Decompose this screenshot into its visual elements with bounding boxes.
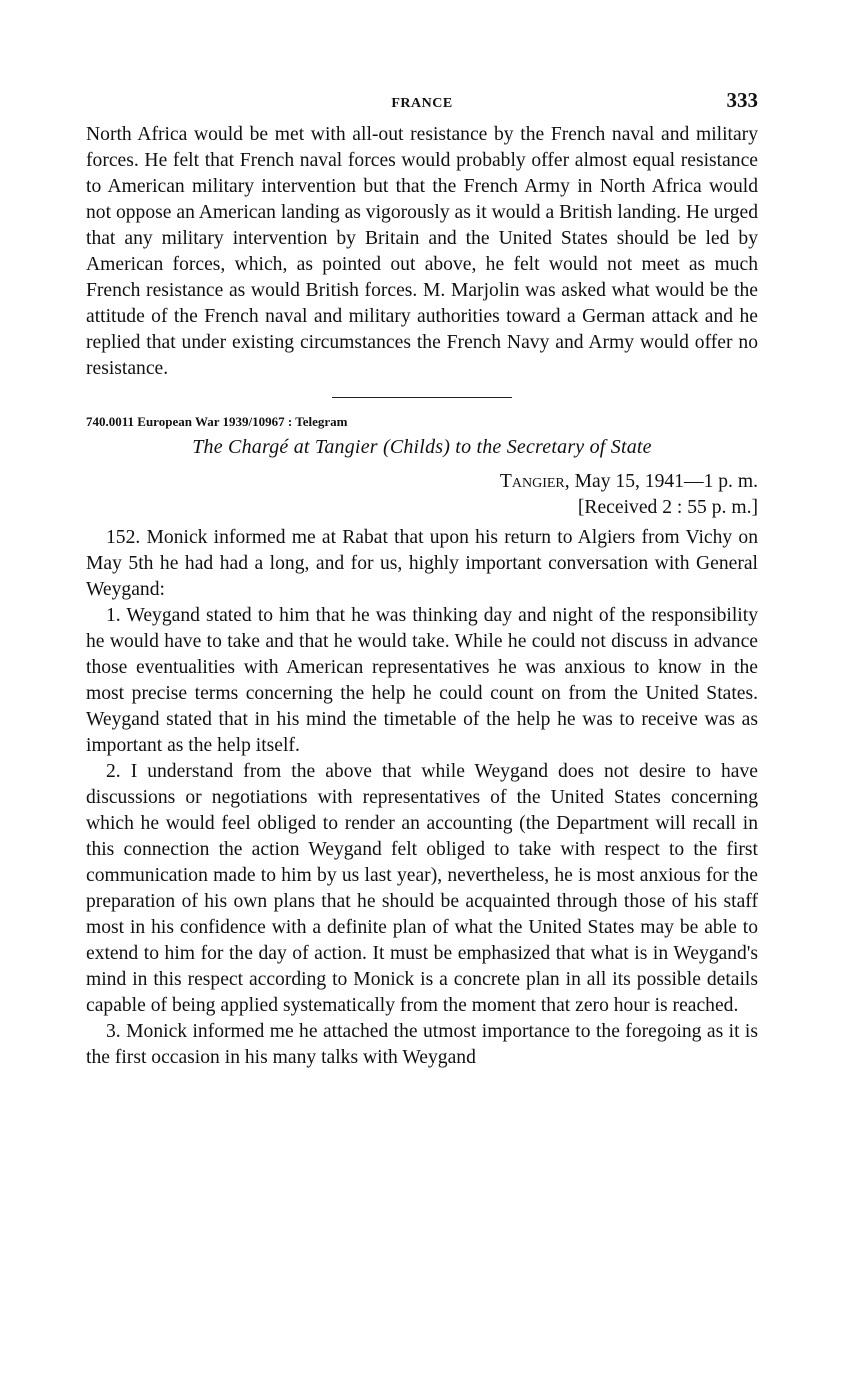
- section-divider: [332, 397, 512, 398]
- received-time: [Received 2 : 55 p. m.]: [577, 497, 758, 518]
- paragraph-2: 2. I understand from the above that while Weygand does not desire to have discussions or negotiations with representatives of the United States concerning which he would feel obliged to render an accounting (the Department will recall in this connection the action Weygand felt obliged to take with respect to the first communication made to him by us last year), nevertheless, he is most anxious for the preparation of his own plans that he should be acquainted through those of his staff most in his confidence with a definite plan of what the United States may be able to extend to him for the day of action. It must be emphasized that what is in Weygand's mind in this respect according to Monick is a concrete plan in all its possible details capable of being applied systematically from the moment that zero hour is reached.: [86, 761, 758, 1016]
- page-number: 333: [726, 88, 758, 112]
- document-heading: The Chargé at Tangier (Childs) to the Secretary of State: [192, 436, 652, 458]
- running-title: FRANCE: [391, 96, 453, 111]
- document-page: [86, 86, 758, 1071]
- dateline: [86, 469, 758, 495]
- running-head: [86, 86, 758, 122]
- paragraph-152: 152. Monick informed me at Rabat that upon his return to Algiers from Vichy on May 5th he had had a long, and for us, highly important conversation with General Weygand:: [86, 527, 758, 600]
- dateline-place: Tangier: [499, 471, 565, 492]
- continuation-paragraph: North Africa would be met with all-out resistance by the French naval and military forces. He felt that French naval forces would probably offer almost equal resistance to American military intervention but that the French Army in North Africa would not oppose an American landing as vigorously as it would a British landing. He urged that any military intervention by Britain and the United States should be led by American forces, which, as pointed out above, he felt would not meet as much French resistance as would British forces. M. Marjolin was asked what would be the attitude of the French naval and military authorities toward a German attack and he replied that under existing circumstances the French Navy and Army would offer no resistance.: [86, 124, 758, 379]
- dateline-time: , May 15, 1941—1 p. m.: [564, 471, 758, 492]
- paragraph-1: 1. Weygand stated to him that he was thinking day and night of the responsibility he would have to take and that he would take. While he could not discuss in advance those eventualities with American representatives he was anxious to know in the most precise terms concerning the help he could count on from the United States. Weygand stated that in his mind the timetable of the help he was to receive was as important as the help itself.: [86, 605, 758, 756]
- paragraph-3: 3. Monick informed me he attached the utmost importance to the foregoing as it is the first occasion in his many talks with Weygand: [86, 1021, 758, 1068]
- file-reference: 740.0011 European War 1939/10967 : Telegram: [86, 414, 348, 429]
